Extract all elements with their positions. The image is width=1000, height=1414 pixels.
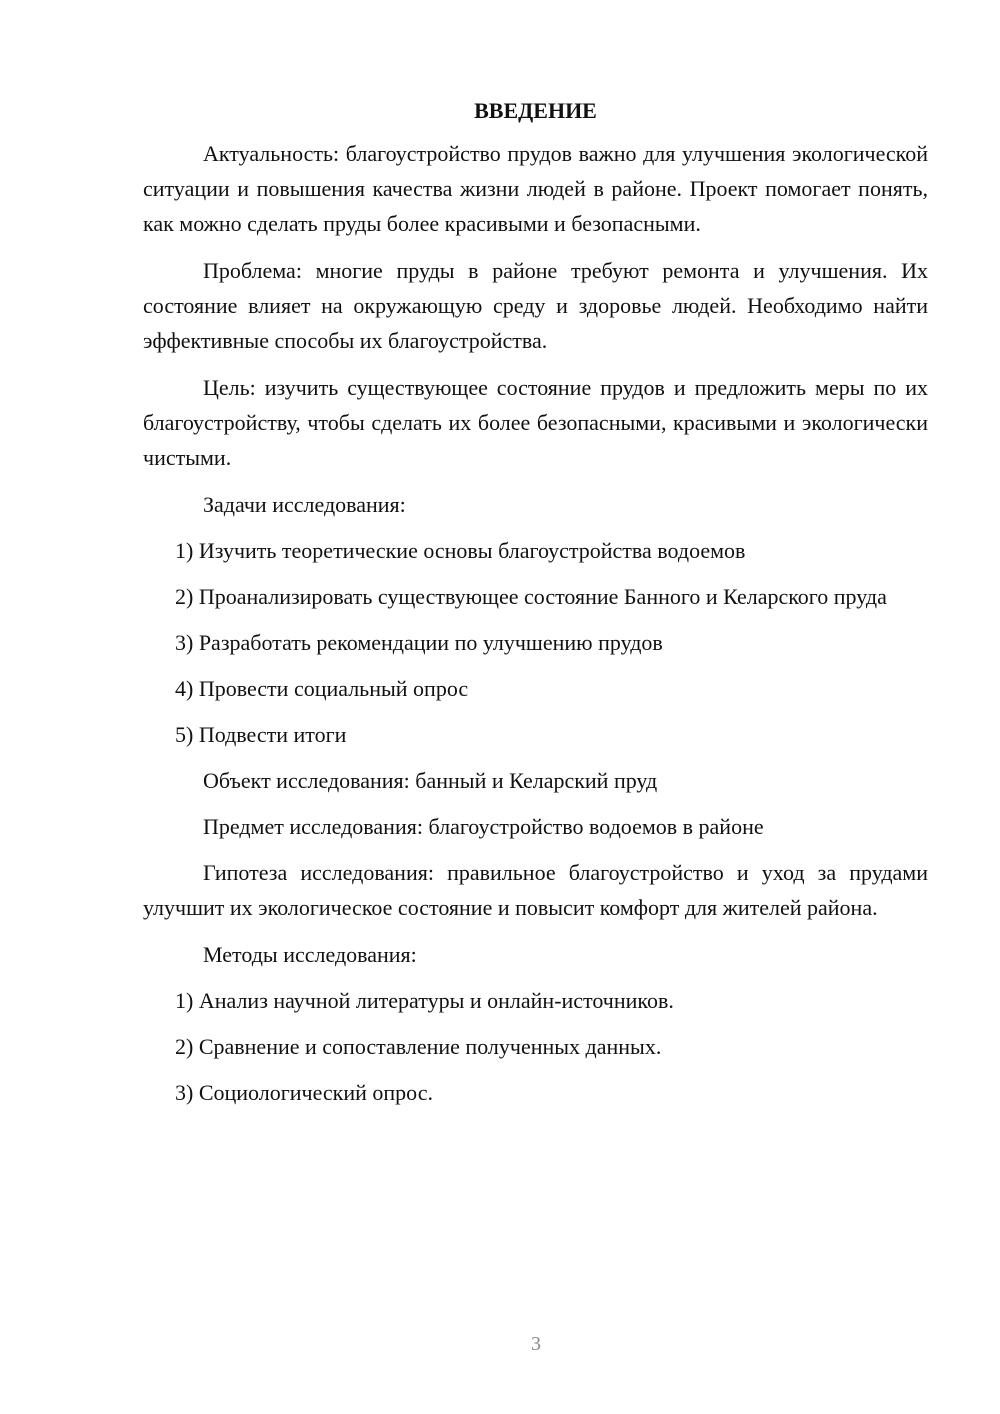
task-item-4: 4) Провести социальный опрос <box>175 676 469 701</box>
methods-heading: Методы исследования: <box>203 942 417 967</box>
tasks-heading: Задачи исследования: <box>203 492 406 517</box>
relevance-paragraph: Актуальность: благоустройство прудов важно для улучшения экологической ситуации и повышения качества жизни людей в районе. Проект помогает понять, как можно сделать пруды более красивыми и безопасными. <box>143 141 928 236</box>
goal-paragraph: Цель: изучить существующее состояние прудов и предложить меры по их благоустройству, чтобы сделать их более безопасными, красивыми и экологически чистыми. <box>143 375 928 470</box>
task-item-1: 1) Изучить теоретические основы благоустройства водоемов <box>175 538 746 563</box>
research-object: Объект исследования: банный и Келарский пруд <box>203 768 658 793</box>
task-item-3: 3) Разработать рекомендации по улучшению прудов <box>175 630 663 655</box>
research-hypothesis: Гипотеза исследования: правильное благоустройство и уход за прудами улучшит их экологическое состояние и повысит комфорт для жителей района. <box>143 860 928 920</box>
problem-paragraph: Проблема: многие пруды в районе требуют ремонта и улучшения. Их состояние влияет на окружающую среду и здоровье людей. Необходимо найти эффективные способы их благоустройства. <box>143 258 928 353</box>
method-item-2: 2) Сравнение и сопоставление полученных данных. <box>175 1034 662 1059</box>
document-page <box>143 96 928 1121</box>
task-item-2: 2) Проанализировать существующее состояние Банного и Келарского пруда <box>175 584 887 609</box>
page-title: ВВЕДЕНИЕ <box>474 98 597 123</box>
page-number: 3 <box>531 1333 541 1355</box>
research-subject: Предмет исследования: благоустройство водоемов в районе <box>203 814 764 839</box>
method-item-1: 1) Анализ научной литературы и онлайн-источников. <box>175 988 674 1013</box>
method-item-3: 3) Социологический опрос. <box>175 1080 433 1105</box>
task-item-5: 5) Подвести итоги <box>175 722 347 747</box>
